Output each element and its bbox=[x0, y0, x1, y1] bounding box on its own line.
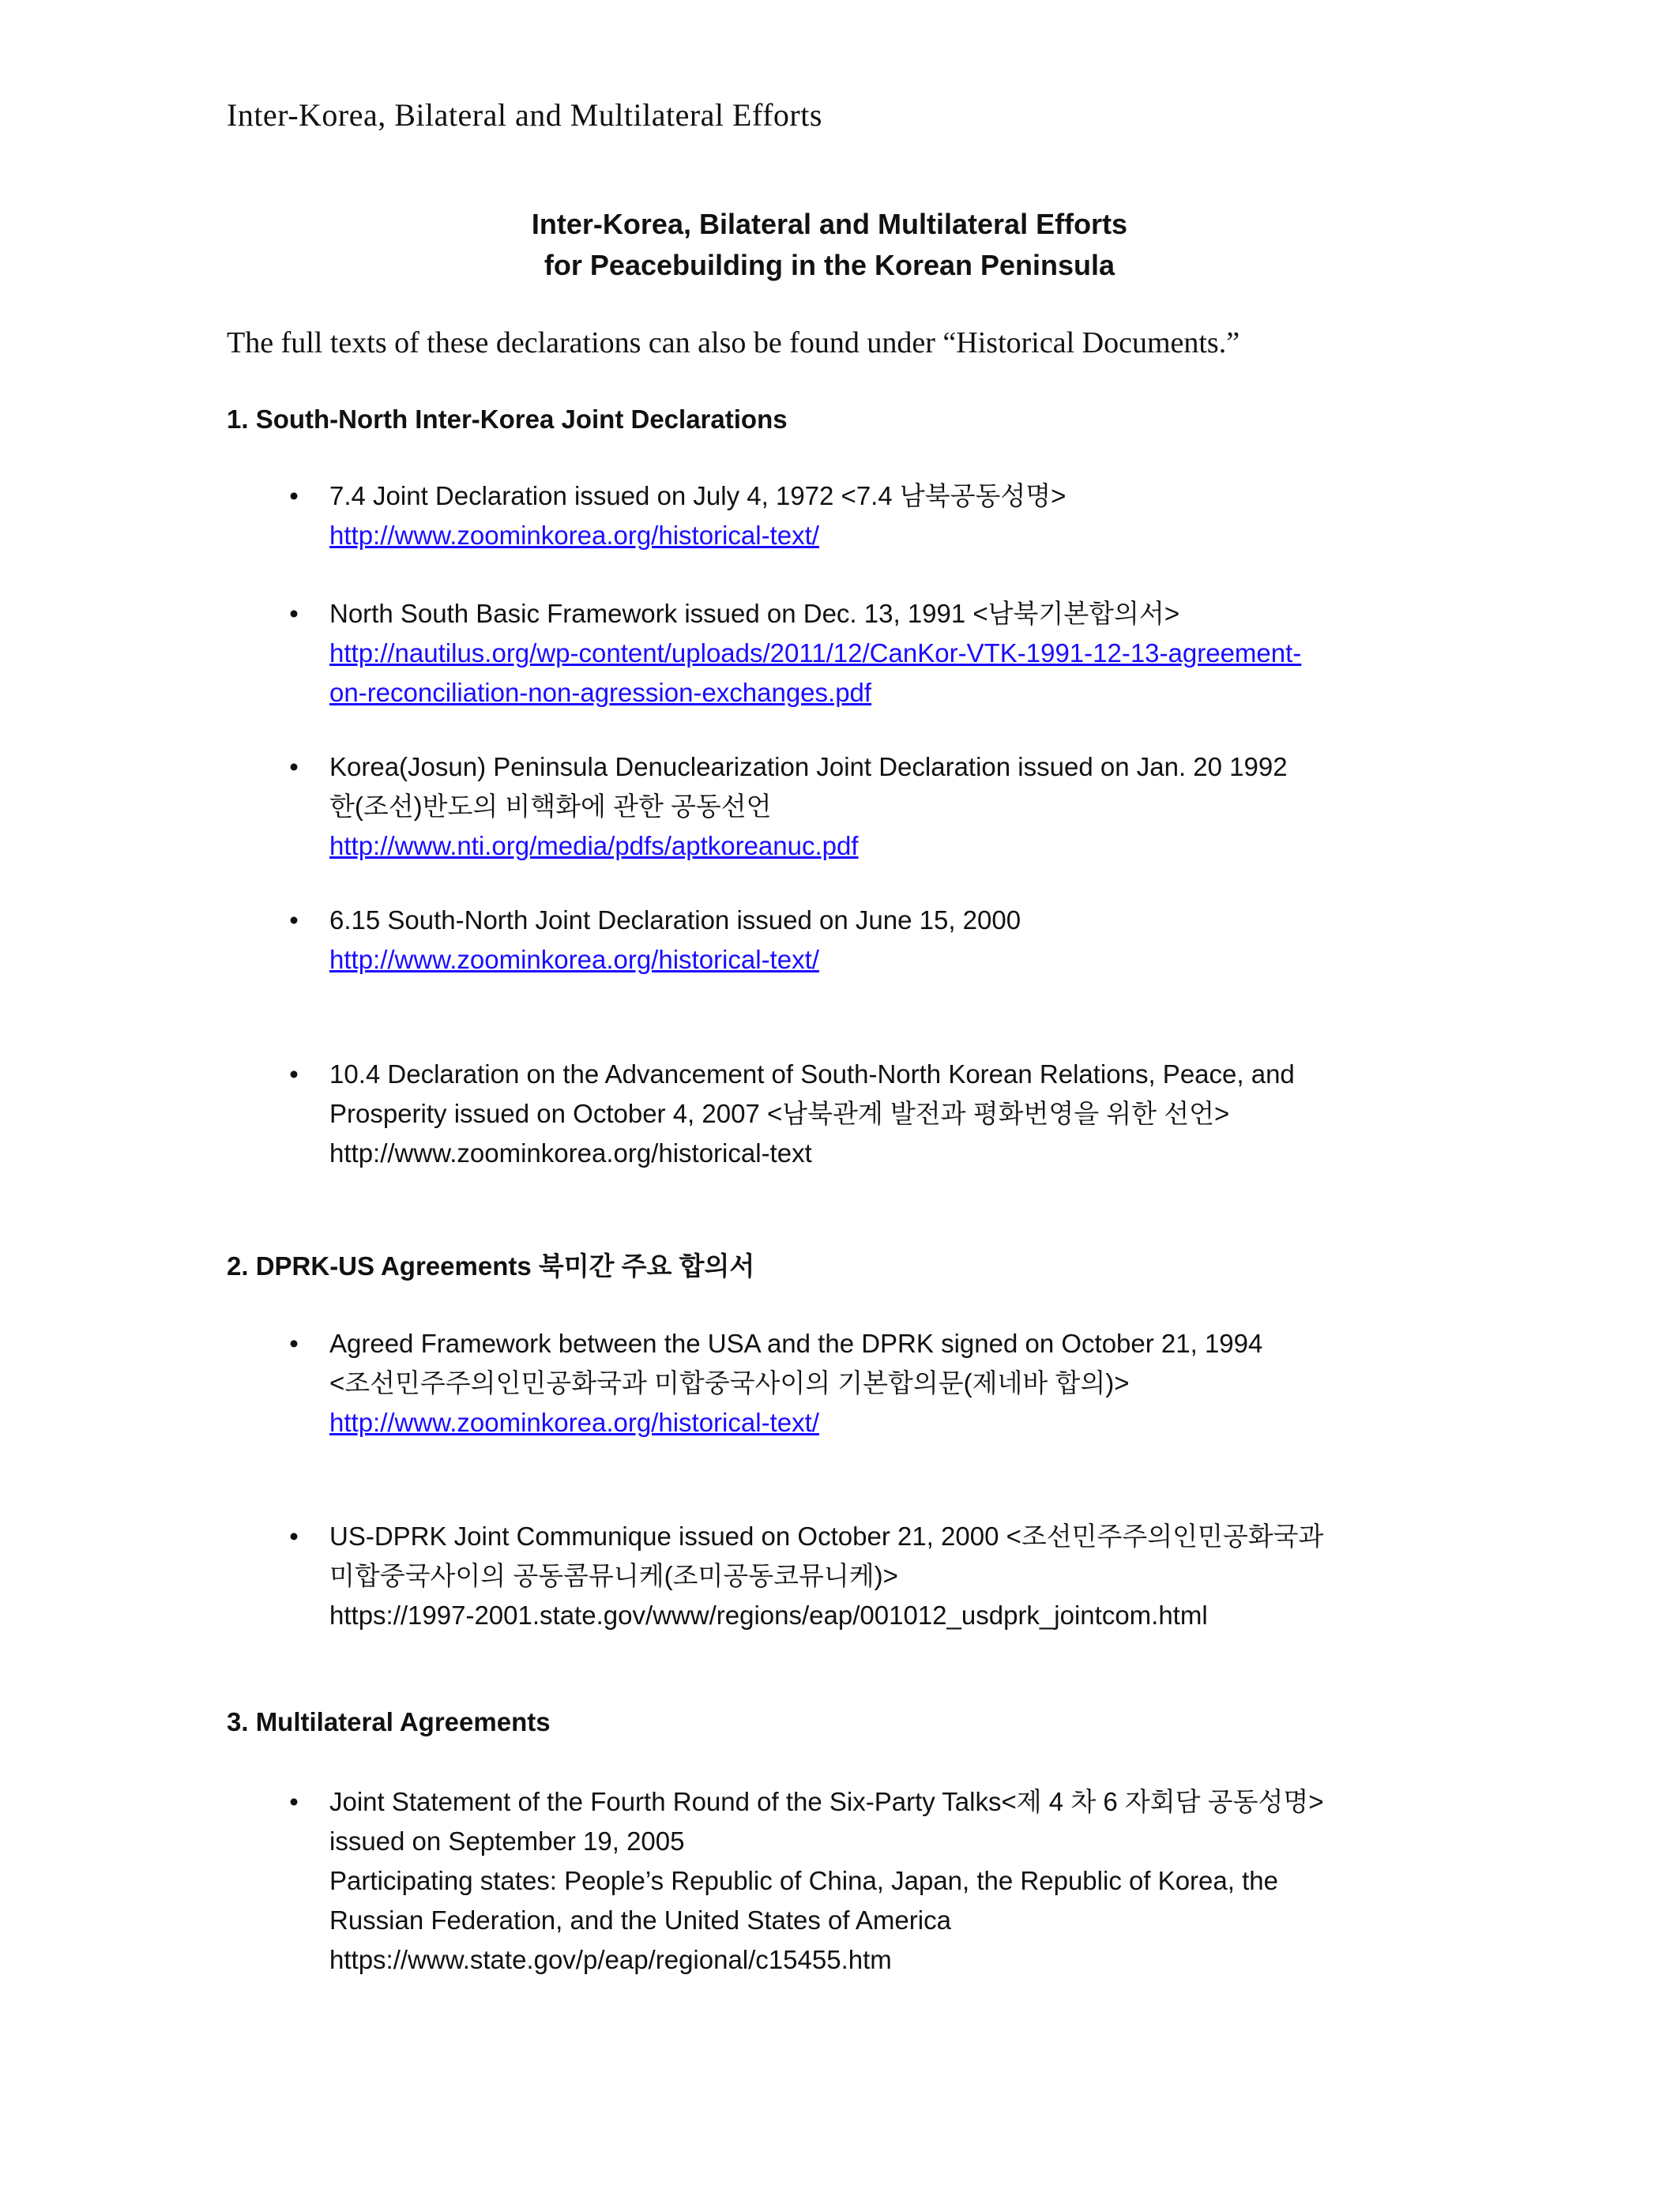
item-text-line: Korea(Josun) Peninsula Denuclearization Joint Declaration issued on Jan. 20 1992 bbox=[329, 752, 1288, 781]
item-text-line: 10.4 Declaration on the Advancement of South-North Korean Relations, Peace, and bbox=[329, 1059, 1295, 1089]
bullet-icon: • bbox=[289, 599, 299, 628]
item-text-line: Russian Federation, and the United States of America bbox=[329, 1905, 951, 1935]
item-text-line: Participating states: People’s Republic of China, Japan, the Republic of Korea, the bbox=[329, 1866, 1278, 1895]
section-heading-3: 3. Multilateral Agreements bbox=[227, 1707, 551, 1736]
bullet-icon: • bbox=[289, 905, 299, 935]
item-text-line: 미합중국사이의 공동콤뮤니케(조미공동코뮤니케)> bbox=[329, 1561, 898, 1590]
item-text-line: North South Basic Framework issued on Dec. 13, 1991 <남북기본합의서> bbox=[329, 599, 1180, 628]
list-item bbox=[282, 594, 1514, 713]
bullet-icon: • bbox=[289, 1522, 299, 1551]
item-link[interactable]: http://www.zoominkorea.org/historical-text/ bbox=[329, 1408, 819, 1437]
bullet-icon: • bbox=[289, 481, 299, 510]
list-item bbox=[282, 1324, 1514, 1443]
item-text-line: Joint Statement of the Fourth Round of the Six-Party Talks<제 4 차 6 자회담 공동성명> bbox=[329, 1787, 1324, 1816]
list-item bbox=[282, 747, 1514, 866]
item-text-line: 한(조선)반도의 비핵화에 관한 공동선언 bbox=[329, 792, 772, 821]
item-text-line: <조선민주주의인민공화국과 미합중국사이의 기본합의문(제네바 합의)> bbox=[329, 1368, 1130, 1398]
list-item bbox=[282, 1782, 1514, 1980]
intro-paragraph: The full texts of these declarations can also be found under “Historical Documents.” bbox=[227, 326, 1240, 359]
item-link[interactable]: http://www.nti.org/media/pdfs/aptkoreanuc.pdf bbox=[329, 831, 859, 860]
list-item bbox=[282, 1055, 1514, 1173]
item-text-line: 6.15 South-North Joint Declaration issued on June 15, 2000 bbox=[329, 905, 1021, 935]
list-item bbox=[282, 901, 1514, 980]
item-link[interactable]: http://nautilus.org/wp-content/uploads/2011/12/CanKor-VTK-1991-12-13-agreement- bbox=[329, 638, 1302, 668]
list-item bbox=[282, 1517, 1514, 1635]
title-line-2: for Peacebuilding in the Korean Peninsula bbox=[544, 249, 1115, 281]
bullet-icon: • bbox=[289, 1329, 299, 1358]
item-text-line: Agreed Framework between the USA and the DPRK signed on October 21, 1994 bbox=[329, 1329, 1263, 1358]
item-link-continued[interactable]: on-reconciliation-non-agression-exchanges.pdf bbox=[329, 678, 872, 707]
document-title bbox=[0, 204, 1659, 286]
title-line-1: Inter-Korea, Bilateral and Multilateral Efforts bbox=[531, 208, 1128, 240]
bullet-icon: • bbox=[289, 1059, 299, 1089]
running-header: Inter-Korea, Bilateral and Multilateral Efforts bbox=[227, 97, 822, 133]
item-text-line: US-DPRK Joint Communique issued on October 21, 2000 <조선민주주의인민공화국과 bbox=[329, 1522, 1324, 1551]
item-text-line: issued on September 19, 2005 bbox=[329, 1826, 685, 1856]
list-item bbox=[282, 476, 1514, 555]
item-link[interactable]: http://www.zoominkorea.org/historical-text/ bbox=[329, 521, 819, 550]
item-url-text: https://www.state.gov/p/eap/regional/c15455.htm bbox=[329, 1945, 892, 1974]
bullet-icon: • bbox=[289, 1787, 299, 1816]
bullet-icon: • bbox=[289, 752, 299, 781]
item-text-line: Prosperity issued on October 4, 2007 <남북관계 발전과 평화번영을 위한 선언> bbox=[329, 1099, 1230, 1128]
item-url-text: http://www.zoominkorea.org/historical-text bbox=[329, 1138, 812, 1168]
item-text-line: 7.4 Joint Declaration issued on July 4, 1972 <7.4 남북공동성명> bbox=[329, 481, 1066, 510]
section-heading-1: 1. South-North Inter-Korea Joint Declarations bbox=[227, 404, 788, 434]
item-url-text: https://1997-2001.state.gov/www/regions/eap/001012_usdprk_jointcom.html bbox=[329, 1601, 1208, 1630]
section-heading-2: 2. DPRK-US Agreements 북미간 주요 합의서 bbox=[227, 1251, 755, 1281]
item-link[interactable]: http://www.zoominkorea.org/historical-text/ bbox=[329, 945, 819, 974]
